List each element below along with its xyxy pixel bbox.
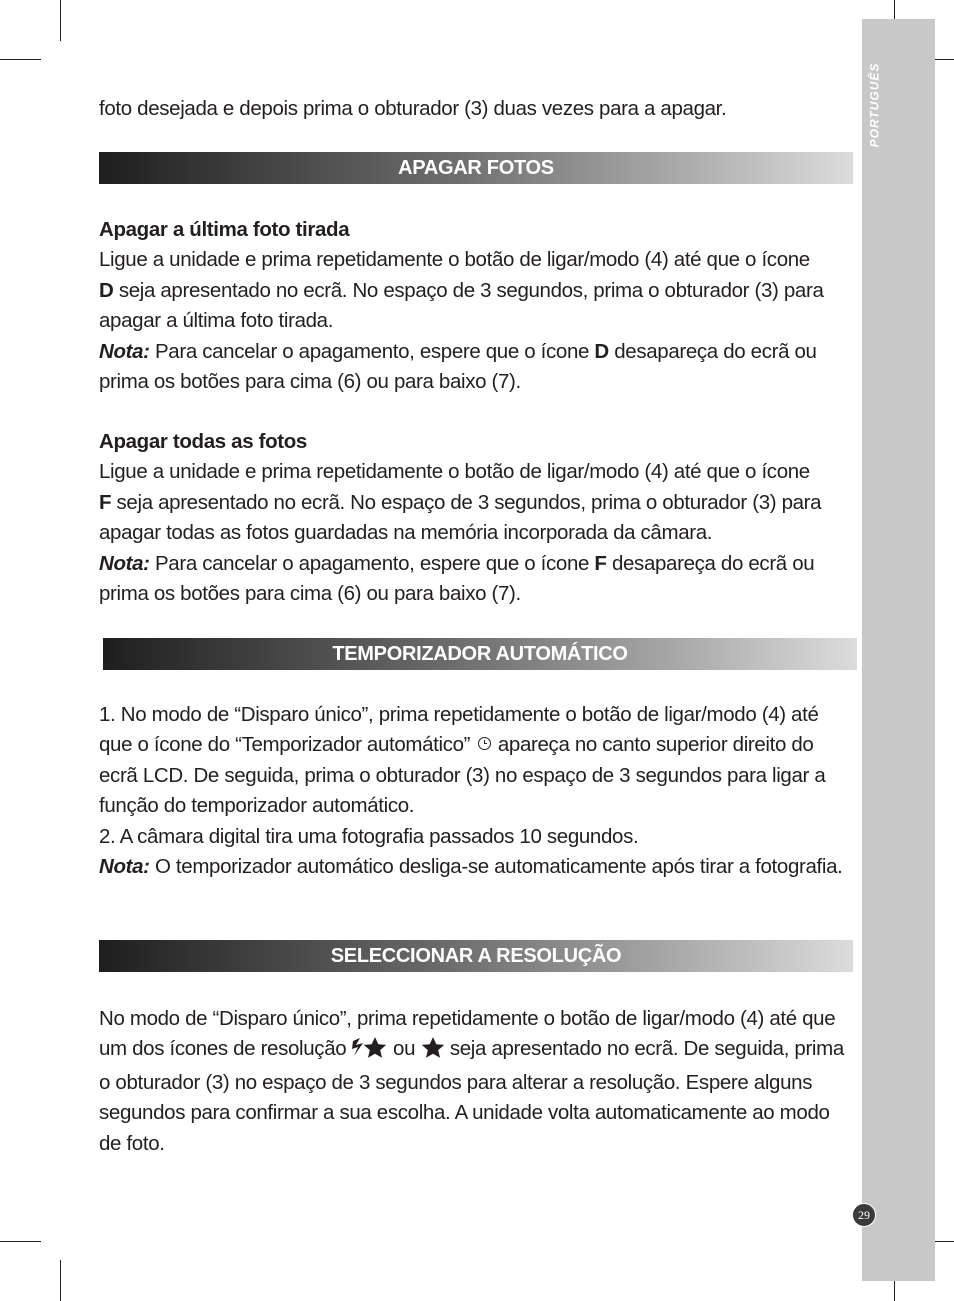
paragraph-all-photos: Ligue a unidade e prima repetidamente o botão de ligar/modo (4) até que o ícone F seja apresentado no ecrã. No espaço de 3 segundos, prima o obturador (3) para apagar todas as fotos guardadas na memória incorporada da câmara. (99, 460, 822, 545)
section-title: APAGAR FOTOS (398, 156, 554, 179)
timer-step-1: 1. No modo de “Disparo único”, prima repetidamente o botão de ligar/modo (4) até que o ícone do “Temporizador automático” apareça no canto superior direito do ecrã LCD. De seguida, prima o obturador (3) no espaço de 3 segundos para ligar a função do temporizador automático. (99, 703, 826, 818)
subheading-last-photo: Apagar a última foto tirada (99, 218, 350, 241)
section-title: SELECCIONAR A RESOLUÇÃO (330, 944, 622, 967)
delete-icon-glyph: D (594, 339, 609, 363)
clock-icon (478, 737, 491, 750)
timer-note: Nota: O temporizador automático desliga-se automaticamente após tirar a fotografia. (99, 855, 843, 879)
note-last-photo: Nota: Para cancelar o apagamento, espere que o ícone D desapareça do ecrã ou prima os botões para cima (6) ou para baixo (7). (99, 339, 817, 394)
resolution-section-body (99, 1004, 851, 1159)
crop-mark (0, 59, 41, 60)
section-header-delete (99, 152, 853, 184)
crop-mark (0, 1241, 41, 1242)
section-header-timer (103, 638, 857, 670)
resolution-paragraph: No modo de “Disparo único”, prima repetidamente o botão de ligar/modo (4) até que um dos ícones de resolução ou seja apresentado no ecrã. De seguida, prima o obturador (3) no espaço de 3 segundos para alterar a resolução. Espere alguns segundos para confirmar a sua escolha. A unidade volta automaticamente ao modo de foto. (99, 1007, 844, 1155)
timer-section-body (99, 700, 851, 882)
page-number: 29 (852, 1203, 876, 1227)
paragraph-last-photo: Ligue a unidade e prima repetidamente o botão de ligar/modo (4) até que o ícone D seja apresentado no ecrã. No espaço de 3 segundos, prima o obturador (3) para apagar a última foto tirada. (99, 248, 824, 333)
delete-all-body (99, 427, 851, 609)
intro-text (99, 94, 851, 124)
timer-step-2: 2. A câmara digital tira uma fotografia passados 10 segundos. (99, 824, 639, 848)
delete-all-icon-glyph: F (99, 490, 112, 514)
crop-mark (60, 0, 61, 41)
delete-all-icon-glyph: F (594, 551, 607, 575)
side-tab (862, 19, 935, 1281)
subheading-all-photos: Apagar todas as fotos (99, 430, 307, 453)
delete-section-body (99, 215, 851, 397)
high-resolution-star-icon (352, 1036, 388, 1067)
crop-mark (60, 1260, 61, 1301)
low-resolution-star-icon (421, 1036, 445, 1067)
section-title: TEMPORIZADOR AUTOMÁTICO (332, 642, 628, 665)
language-label: PORTUGUÊS (867, 62, 882, 148)
note-all-photos: Nota: Para cancelar o apagamento, espere que o ícone F desapareça do ecrã ou prima os botões para cima (6) ou para baixo (7). (99, 551, 815, 606)
language-tab-label (862, 20, 886, 190)
intro-paragraph: foto desejada e depois prima o obturador (3) duas vezes para a apagar. (99, 97, 727, 120)
delete-icon-glyph: D (99, 278, 114, 302)
section-header-resolution (99, 940, 853, 972)
